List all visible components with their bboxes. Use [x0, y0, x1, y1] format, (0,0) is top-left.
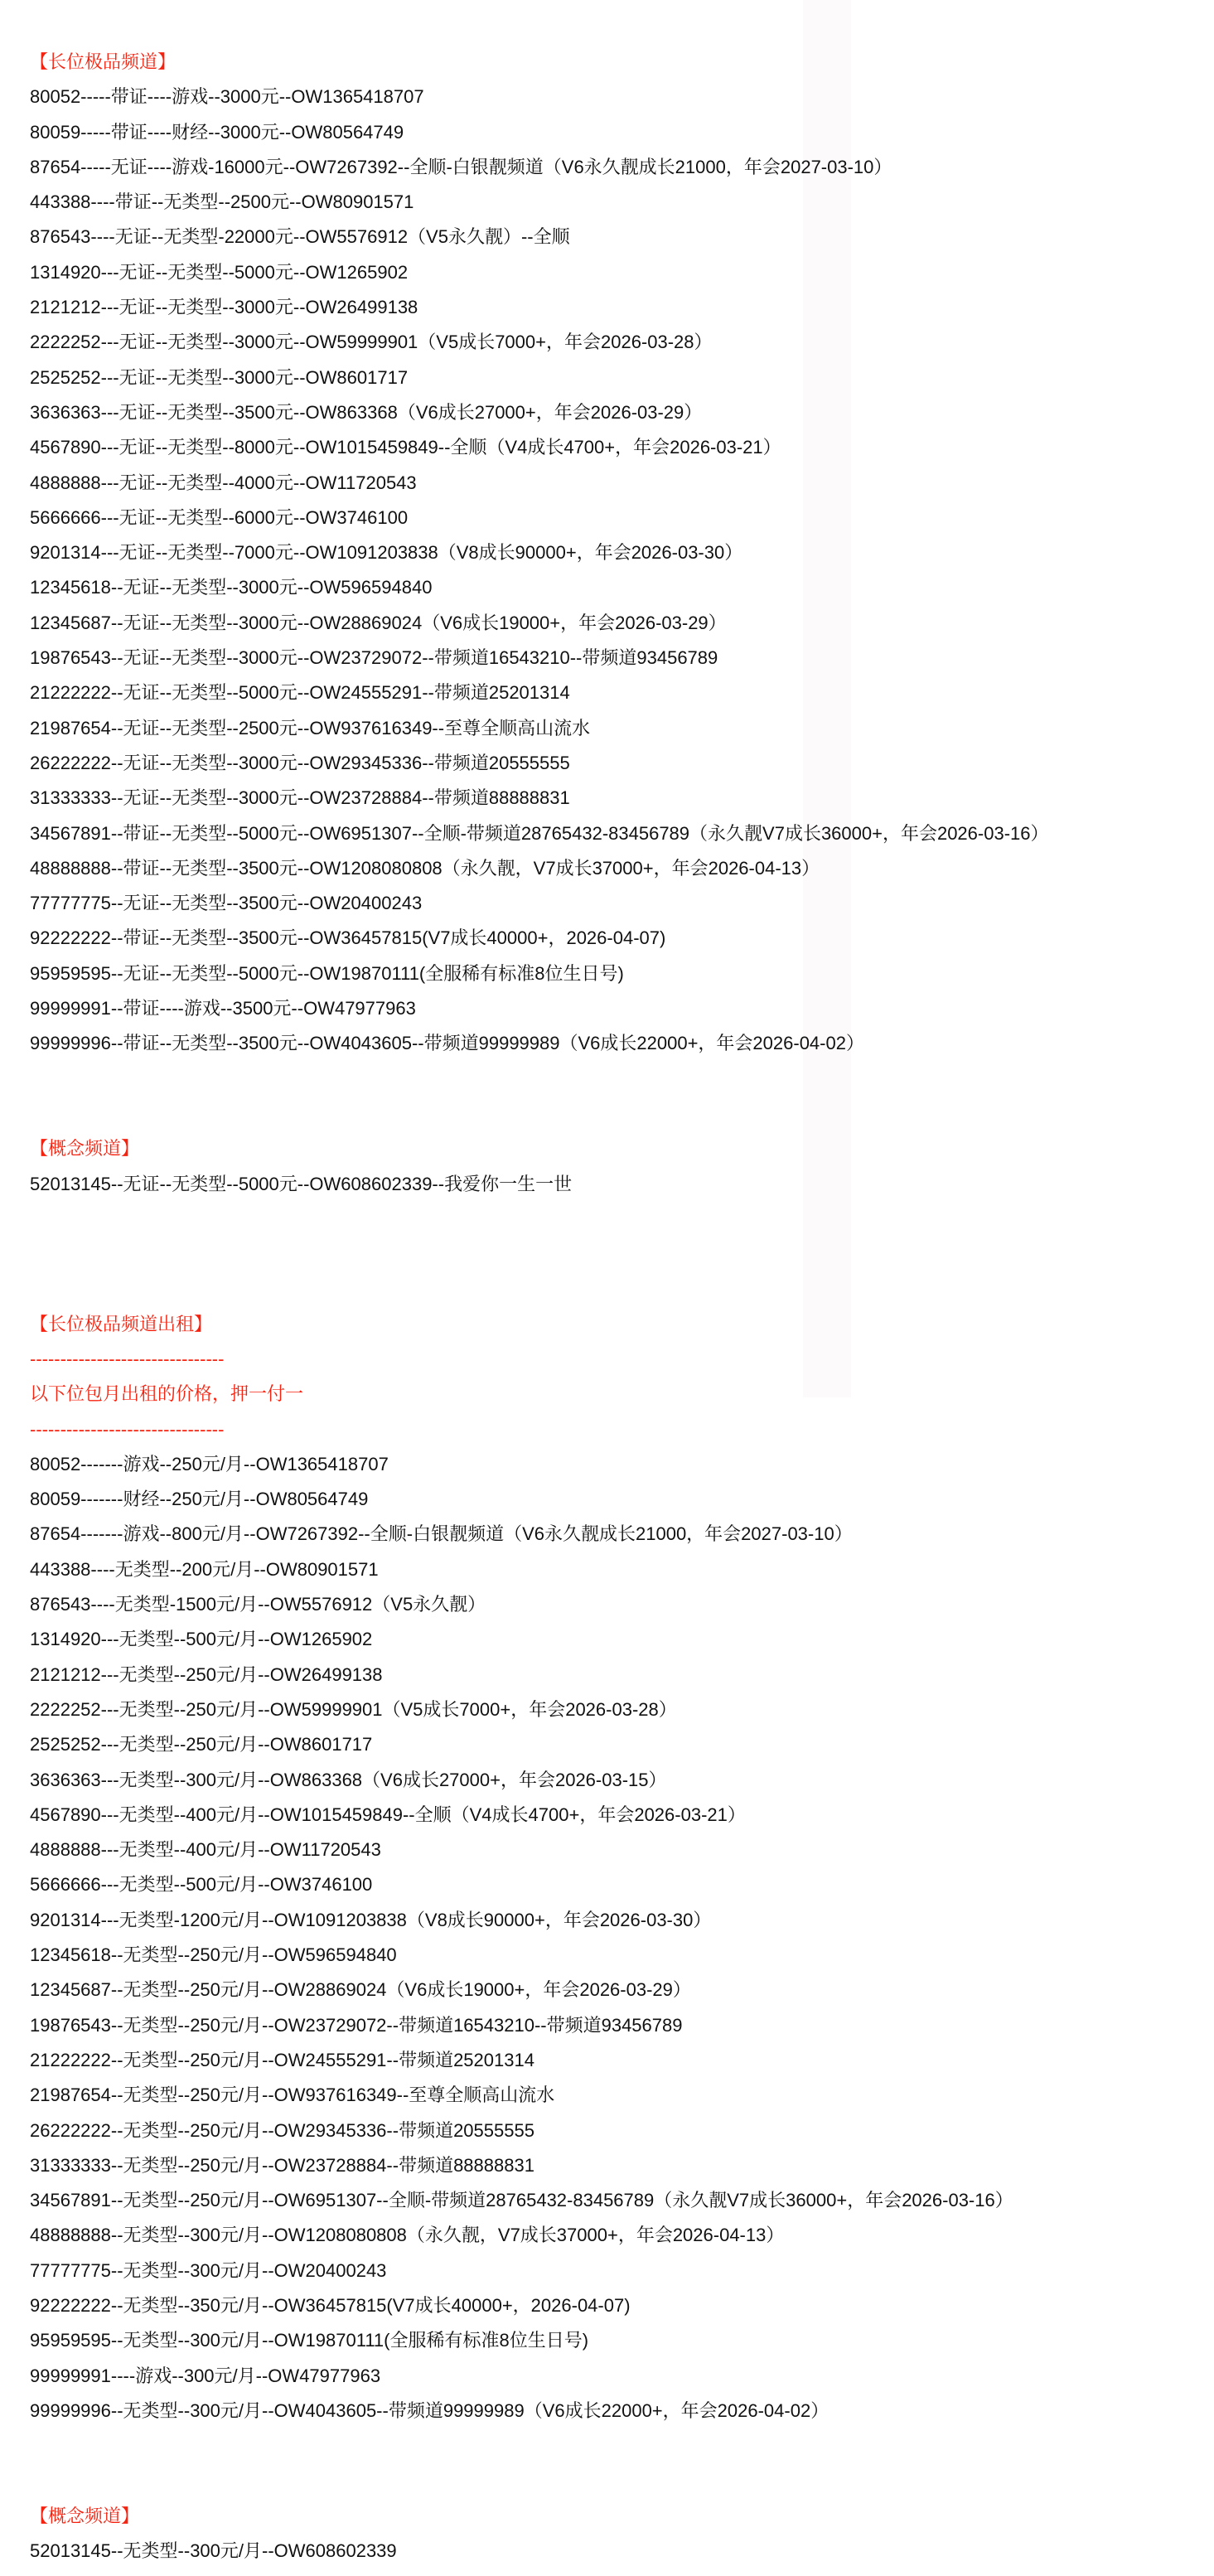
- listing-row: 77777775--无证--无类型--3500元--OW20400243: [30, 893, 423, 914]
- section-heading-concept-channel: 【概念频道】: [30, 1138, 140, 1160]
- listing-row: 2525252---无类型--250元/月--OW8601717: [30, 1734, 373, 1755]
- concept-rental-list: [30, 2534, 1214, 2569]
- listing-row: 92222222--无类型--350元/月--OW36457815(V7成长40000+，2026-04-07): [30, 2295, 631, 2316]
- listing-row: 21987654--无类型--250元/月--OW937616349--至尊全顺高山流水: [30, 2085, 555, 2106]
- spacer: [30, 1237, 1214, 1271]
- listing-row: 4567890---无证--无类型--8000元--OW1015459849--全顺（V4成长4700+，年会2026-03-21）: [30, 437, 781, 458]
- listing-row: 12345618--无证--无类型--3000元--OW596594840: [30, 577, 433, 598]
- listing-row: 21222222--无类型--250元/月--OW24555291--带频道25201314: [30, 2049, 534, 2070]
- section-heading-premium-channels: 【长位极品频道】: [30, 51, 177, 72]
- listing-row: 12345687--无类型--250元/月--OW28869024（V6成长19000+，年会2026-03-29）: [30, 1979, 691, 2001]
- spacer: [30, 1202, 1214, 1237]
- listing-row: 80052-----带证----游戏--3000元--OW1365418707: [30, 86, 424, 108]
- listing-row: 99999991----游戏--300元/月--OW47977963: [30, 2365, 381, 2386]
- premium-channel-list: [30, 80, 1214, 1061]
- listing-row: 52013145--无类型--300元/月--OW608602339: [30, 2540, 397, 2562]
- listing-row: 2121212---无证--无类型--3000元--OW26499138: [30, 297, 418, 318]
- listing-row: 2222252---无证--无类型--3000元--OW59999901（V5成长7000+，年会2026-03-28）: [30, 332, 713, 353]
- divider-top: --------------------------------: [30, 1348, 225, 1369]
- listing-row: 77777775--无类型--300元/月--OW20400243: [30, 2259, 387, 2281]
- listing-row: 3636363---无证--无类型--3500元--OW863368（V6成长27000+，年会2026-03-29）: [30, 401, 703, 423]
- listing-row: 12345687--无证--无类型--3000元--OW28869024（V6成长19000+，年会2026-03-29）: [30, 612, 727, 633]
- spacer: [30, 2463, 1214, 2498]
- listing-row: 4888888---无类型--400元/月--OW11720543: [30, 1839, 381, 1861]
- listing-row: 2121212---无类型--250元/月--OW26499138: [30, 1663, 383, 1685]
- listing-row: 9201314---无类型-1200元/月--OW1091203838（V8成长90000+，年会2026-03-30）: [30, 1909, 712, 1930]
- listing-row: 99999996--带证--无类型--3500元--OW4043605--带频道99999989（V6成长22000+，年会2026-04-02）: [30, 1033, 864, 1054]
- listing-row: 26222222--无证--无类型--3000元--OW29345336--带频道20555555: [30, 752, 570, 773]
- listing-row: 443388----无类型--200元/月--OW80901571: [30, 1558, 379, 1580]
- listing-row: 99999991--带证----游戏--3500元--OW47977963: [30, 998, 416, 1019]
- listing-row: 87654-------游戏--800元/月--OW7267392--全顺-白银靓频道（V6永久靓成长21000，年会2027-03-10）: [30, 1523, 853, 1545]
- listing-row: 99999996--无类型--300元/月--OW4043605--带频道99999989（V6成长22000+，年会2026-04-02）: [30, 2399, 829, 2421]
- listing-row: 2222252---无类型--250元/月--OW59999901（V5成长7000+，年会2026-03-28）: [30, 1698, 677, 1720]
- spacer: [30, 1097, 1214, 1131]
- section-heading-rental: 【长位极品频道出租】: [30, 1313, 213, 1334]
- spacer: [30, 2428, 1214, 2463]
- spacer: [30, 1062, 1214, 1097]
- listing-row: 52013145--无证--无类型--5000元--OW608602339--我爱你一生一世: [30, 1173, 573, 1194]
- listing-row: 5666666---无证--无类型--6000元--OW3746100: [30, 506, 409, 528]
- listing-row: 1314920---无类型--500元/月--OW1265902: [30, 1629, 373, 1650]
- rental-channel-list: [30, 1447, 1214, 2428]
- listing-row: 34567891--无类型--250元/月--OW6951307--全顺-带频道28765432-83456789（永久靓V7成长36000+，年会2026-03-16）: [30, 2190, 1013, 2211]
- document-body: [30, 45, 1214, 2569]
- rental-note: 以下位包月出租的价格，押一付一: [30, 1383, 304, 1405]
- listing-row: 31333333--无证--无类型--3000元--OW23728884--带频道88888831: [30, 787, 570, 809]
- listing-row: 1314920---无证--无类型--5000元--OW1265902: [30, 261, 409, 283]
- listing-row: 12345618--无类型--250元/月--OW596594840: [30, 1944, 397, 1966]
- listing-row: 9201314---无证--无类型--7000元--OW1091203838（V8成长90000+，年会2026-03-30）: [30, 542, 743, 564]
- listing-row: 80052-------游戏--250元/月--OW1365418707: [30, 1453, 389, 1474]
- listing-row: 34567891--带证--无类型--5000元--OW6951307--全顺-带频道28765432-83456789（永久靓V7成长36000+，年会2026-03-16）: [30, 822, 1049, 844]
- listing-row: 95959595--无类型--300元/月--OW19870111(全服稀有标准8位生日号): [30, 2330, 589, 2351]
- listing-row: 87654-----无证----游戏-16000元--OW7267392--全顺-白银靓频道（V6永久靓成长21000，年会2027-03-10）: [30, 156, 892, 177]
- divider-bottom: --------------------------------: [30, 1418, 225, 1440]
- listing-row: 21222222--无证--无类型--5000元--OW24555291--带频道25201314: [30, 682, 570, 704]
- listing-row: 19876543--无类型--250元/月--OW23729072--带频道16543210--带频道93456789: [30, 2014, 683, 2036]
- listing-row: 95959595--无证--无类型--5000元--OW19870111(全服稀有标准8位生日号): [30, 962, 624, 984]
- listing-row: 3636363---无类型--300元/月--OW863368（V6成长27000+，年会2026-03-15）: [30, 1769, 667, 1790]
- section-heading-concept-rental: 【概念频道】: [30, 2505, 140, 2526]
- concept-channel-list: [30, 1167, 1214, 1202]
- listing-row: 443388----带证--无类型--2500元--OW80901571: [30, 191, 414, 213]
- listing-row: 876543----无证--无类型-22000元--OW5576912（V5永久靓）--全顺: [30, 226, 570, 248]
- listing-row: 21987654--无证--无类型--2500元--OW937616349--至尊全顺高山流水: [30, 717, 591, 738]
- listing-row: 876543----无类型-1500元/月--OW5576912（V5永久靓）: [30, 1594, 486, 1615]
- listing-row: 92222222--带证--无类型--3500元--OW36457815(V7成长40000+，2026-04-07): [30, 927, 666, 949]
- listing-row: 19876543--无证--无类型--3000元--OW23729072--带频道16543210--带频道93456789: [30, 647, 718, 669]
- spacer: [30, 1271, 1214, 1306]
- listing-row: 5666666---无类型--500元/月--OW3746100: [30, 1874, 373, 1896]
- listing-row: 48888888--带证--无类型--3500元--OW1208080808（永久靓，V7成长37000+，年会2026-04-13）: [30, 857, 820, 879]
- listing-row: 2525252---无证--无类型--3000元--OW8601717: [30, 366, 409, 388]
- listing-row: 4888888---无证--无类型--4000元--OW11720543: [30, 472, 417, 493]
- listing-row: 48888888--无类型--300元/月--OW1208080808（永久靓，V7成长37000+，年会2026-04-13）: [30, 2225, 785, 2246]
- listing-row: 31333333--无类型--250元/月--OW23728884--带频道88888831: [30, 2154, 534, 2176]
- listing-row: 80059-------财经--250元/月--OW80564749: [30, 1489, 369, 1510]
- listing-row: 4567890---无类型--400元/月--OW1015459849--全顺（V4成长4700+，年会2026-03-21）: [30, 1804, 746, 1825]
- listing-row: 80059-----带证----财经--3000元--OW80564749: [30, 121, 404, 143]
- listing-row: 26222222--无类型--250元/月--OW29345336--带频道20555555: [30, 2119, 534, 2141]
